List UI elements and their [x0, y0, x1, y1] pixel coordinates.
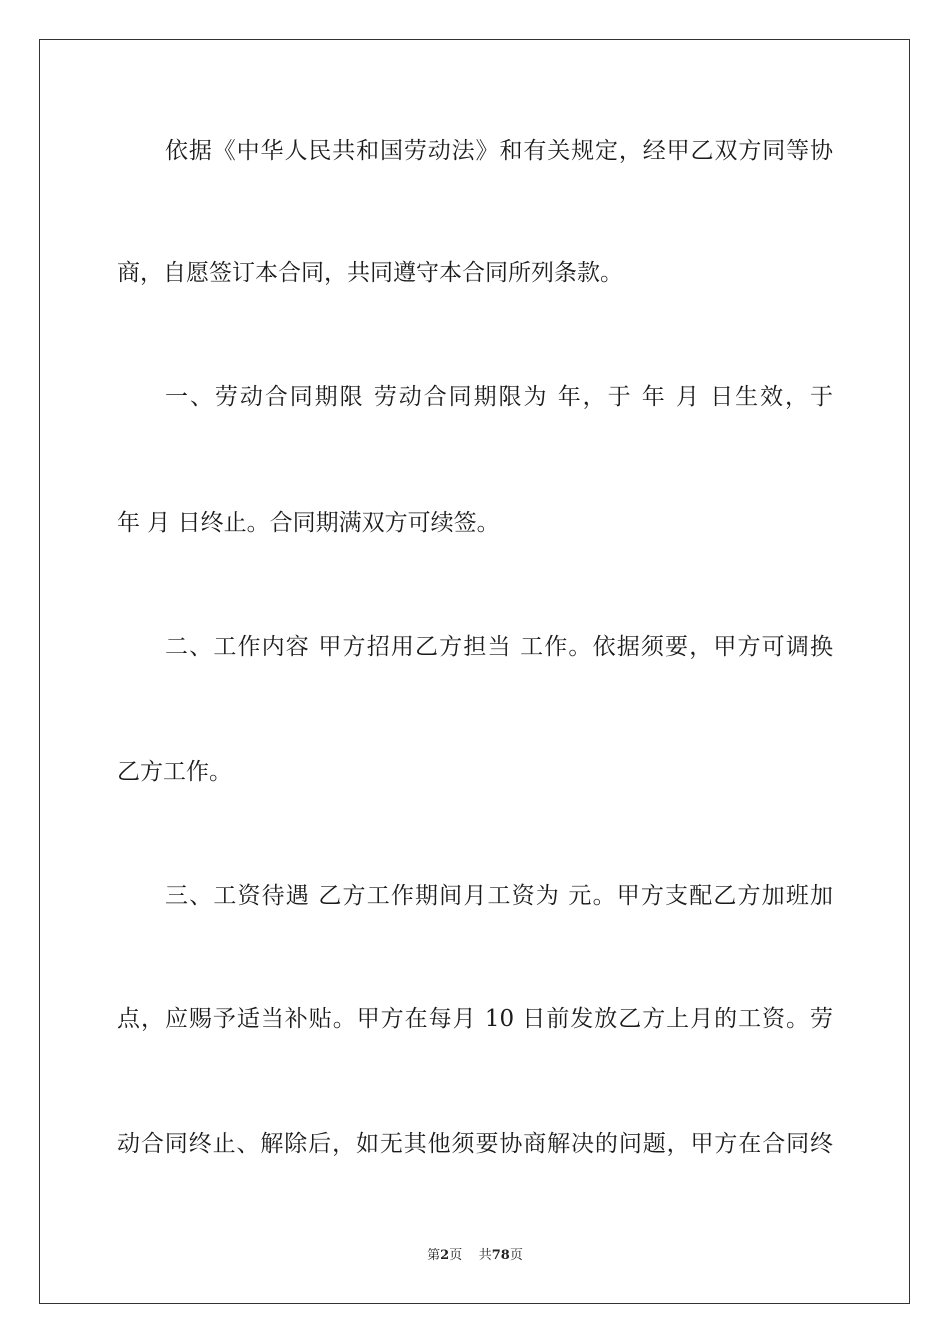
section-1-line-2: 年 月 日终止。合同期满双方可续签。: [117, 510, 500, 536]
section-3-line-1: 三、工资待遇 乙方工作期间月工资为 元。甲方支配乙方加班加: [165, 883, 833, 909]
total-suffix: 页: [509, 1248, 523, 1263]
paragraph-1-line-2: 商，自愿签订本合同，共同遵守本合同所列条款。: [117, 260, 623, 286]
page-footer: [0, 1247, 950, 1265]
paragraph-1-line-1: 依据《中华人民共和国劳动法》和有关规定，经甲乙双方同等协: [165, 138, 833, 164]
total-pages: 78: [491, 1248, 510, 1263]
page-border: [39, 39, 910, 1304]
section-3-line-2: 点，应赐予适当补贴。甲方在每月 10 日前发放乙方上月的工资。劳: [117, 1006, 833, 1032]
section-2-line-1: 二、工作内容 甲方招用乙方担当 工作。依据须要，甲方可调换: [165, 634, 833, 660]
section-2-line-2: 乙方工作。: [117, 759, 232, 785]
page-number: 2: [440, 1248, 450, 1263]
total-prefix: 共: [478, 1248, 492, 1263]
section-1-line-1: 一、劳动合同期限 劳动合同期限为 年，于 年 月 日生效，于: [165, 384, 833, 410]
section-3-line-3: 动合同终止、解除后，如无其他须要协商解决的问题，甲方在合同终: [117, 1131, 833, 1157]
page-suffix: 页: [449, 1248, 463, 1263]
page-prefix: 第: [427, 1248, 441, 1263]
